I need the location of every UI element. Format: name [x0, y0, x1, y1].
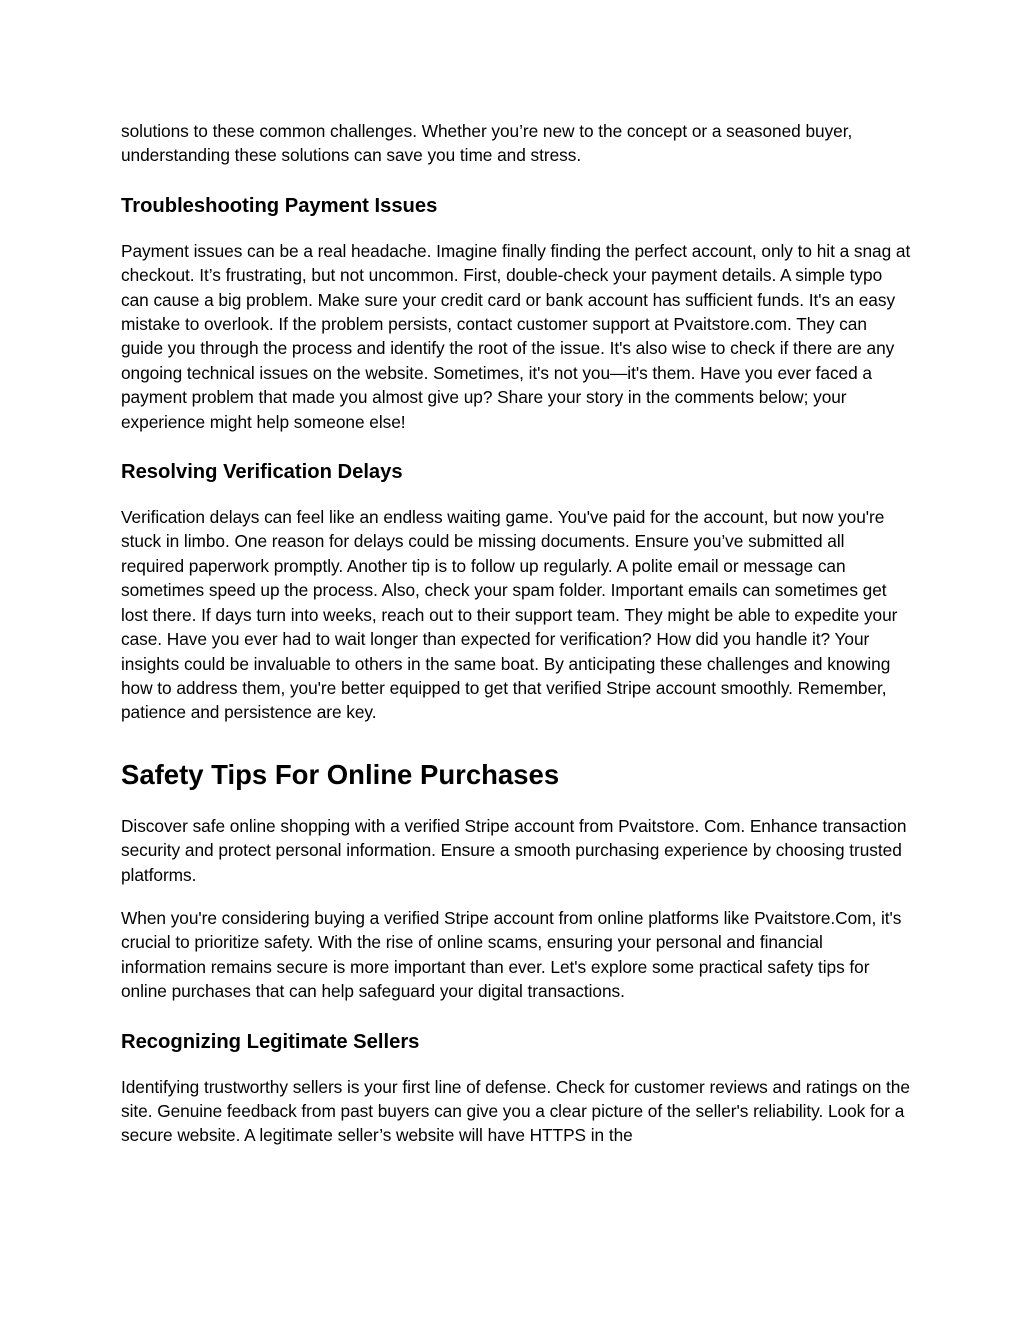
- heading-safety-tips: Safety Tips For Online Purchases: [121, 758, 560, 790]
- heading-troubleshooting-payment: Troubleshooting Payment Issues: [121, 194, 438, 217]
- safety-intro-paragraph: Discover safe online shopping with a verified Stripe account from Pvaitstore. Com. Enhance transaction security and protect personal information. Ensure a smooth purchasing experience by choosing trusted platforms.: [121, 815, 907, 885]
- verification-delays-paragraph: Verification delays can feel like an endless waiting game. You've paid for the account, but now you're stuck in limbo. One reason for delays could be missing documents. Ensure you’ve submitted all required paperwork promptly. Another tip is to follow up regularly. A polite email or message can sometimes speed up the process. Also, check your spam folder. Important emails can sometimes get lost there. If days turn into weeks, reach out to their support team. They might be able to expedite your case. Have you ever had to wait longer than expected for verification? How did you handle it? Your insights could be invaluable to others in the same boat. By anticipating these challenges and knowing how to address them, you're better equipped to get that verified Stripe account smoothly. Remember, patience and persistence are key.: [121, 507, 898, 723]
- payment-issues-paragraph: Payment issues can be a real headache. Imagine finally finding the perfect account, only to hit a snag at checkout. It’s frustrating, but not uncommon. First, double-check your payment details. A simple typo can cause a big problem. Make sure your credit card or bank account has sufficient funds. It's an easy mistake to overlook. If the problem persists, contact customer support at Pvaitstore.com. They can guide you through the process and identify the root of the issue. It's also wise to check if there are any ongoing technical issues on the website. Sometimes, it's not you—it's them. Have you ever faced a payment problem that made you almost give up? Share your story in the comments below; your experience might help someone else!: [121, 240, 911, 432]
- safety-context-paragraph: When you're considering buying a verified Stripe account from online platforms like Pvaitstore.Com, it's crucial to prioritize safety. With the rise of online scams, ensuring your personal and financial information remains secure is more important than ever. Let's explore some practical safety tips for online purchases that can help safeguard your digital transactions.: [121, 907, 902, 1002]
- document-page: [121, 119, 911, 1148]
- legitimate-sellers-paragraph: Identifying trustworthy sellers is your first line of defense. Check for customer reviews and ratings on the site. Genuine feedback from past buyers can give you a clear picture of the seller's reliability. Look for a secure website. A legitimate seller’s website will have HTTPS in the: [121, 1076, 910, 1146]
- intro-paragraph: solutions to these common challenges. Whether you’re new to the concept or a seasoned buyer, understanding these solutions can save you time and stress.: [121, 121, 853, 166]
- heading-verification-delays: Resolving Verification Delays: [121, 461, 403, 484]
- heading-legitimate-sellers: Recognizing Legitimate Sellers: [121, 1030, 420, 1053]
